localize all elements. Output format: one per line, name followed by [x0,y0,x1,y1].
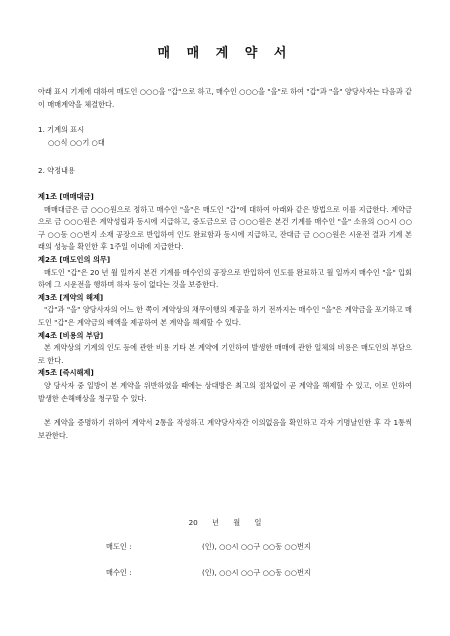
article4-title: 제4조 [비용의 부담] [38,330,104,340]
article1-title: 제1조 [매매대금] [38,192,94,201]
article1-text: 매매대금은 금 ○○○원으로 정하고 매수인 "을"은 매도인 "갑"에 대하여 아래와 같은 방법으로 이를 지급한다. 계약금으로 금 ○○○원은 계약성립과 동시에 지급하고, 중도금으로 금 ○○○원은 본건 기계를 매수인 "을" 소유의 ○○시 ○○구 ○○동 ○○번지 소재 공장으로 반입하여 인도 완료함과 동시에 지급하고, 잔대금 금 ○○○원은 시운전 결과 기계 본래의 성능을 확인한 후 1주일 이내에 지급한다. [38,204,412,252]
seller-value: (인), ○○시 ○○구 ○○동 ○○번지 [202,542,311,551]
intro-paragraph: 아래 표시 기계에 대하여 매도인 ○○○을 "갑"으로 하고, 매수인 ○○○을 "을"로 하여 "갑"과 "을" 양당사자는 다음과 같이 매매계약을 체결한다. [38,87,412,109]
buyer-signature-line [106,567,426,580]
section-machine [38,124,412,149]
article2-title: 제2조 [매도인의 의무] [38,254,111,264]
article3-title: 제3조 [계약의 해제] [38,292,104,302]
buyer-label: 매수인 : [106,568,132,577]
article4-text: 본 계약상의 기계의 인도 등에 관한 비용 기타 본 계약에 기인하여 발생한 매매에 관한 일체의 비용은 매도인의 부담으로 한다. [38,343,412,365]
buyer-value: (인), ○○시 ○○구 ○○동 ○○번지 [202,568,311,577]
section1-heading: 1. 기계의 표시 [38,125,85,134]
section-terms [38,165,412,178]
article2-text: 매도인 "갑"은 20 년 월 일까지 본건 기계를 매수인의 공장으로 반입하여 인도를 완료하고 월 일까지 매수인 "을" 입회 하에 그 시운전을 행하며 하자 등이 없다는 것을 보증한다. [38,267,412,290]
contract-date: 20 년 월 일 [188,518,262,527]
article5-title: 제5조 [즉시해제] [38,368,94,378]
document-title: 매 매 계 약 서 [157,46,293,61]
seller-signature-line [106,541,426,554]
section2-heading: 2. 약정내용 [38,166,75,175]
seller-label: 매도인 : [106,542,132,551]
section1-content: ○○식 ○○기 ○대 [48,137,105,147]
article5-text: 양 당사자 중 일방이 본 계약을 위반하였을 때에는 상대방은 최고의 절차없이 곧 계약을 해제할 수 있고, 이로 인하여 발생한 손해배상을 청구할 수 있다. [38,380,412,403]
article3-text: "갑"과 "을" 양당사자의 어느 한 쪽이 계약상의 채무이행의 제공을 하기 전까지는 매수인 "을"은 계약금을 포기하고 매도인 "갑"은 계약금의 배액을 제공하여 본 계약을 해제할 수 있다. [38,305,412,327]
articles [38,191,412,442]
closing-paragraph: 본 계약을 증명하기 위하여 계약서 2통을 작성하고 계약당사자간 이의없음을 확인하고 각자 기명날인한 후 각 1통씩 보관한다. [38,418,412,440]
intro-block [38,86,412,111]
